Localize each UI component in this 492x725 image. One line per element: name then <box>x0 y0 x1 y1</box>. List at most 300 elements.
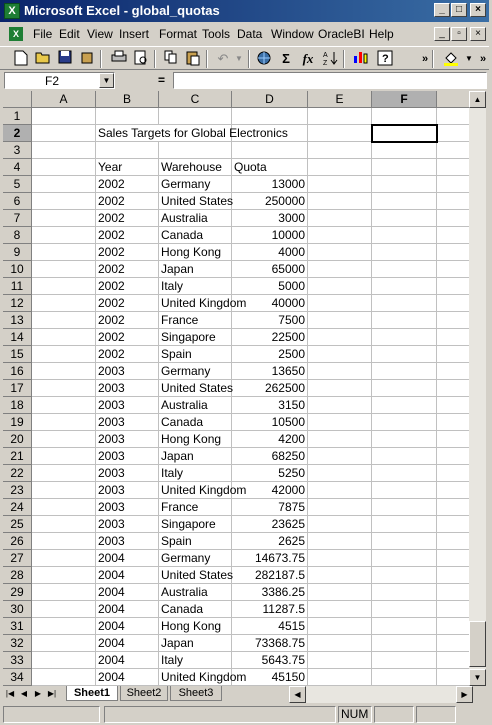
cell[interactable]: 2004 <box>96 635 159 652</box>
name-box[interactable] <box>4 72 115 89</box>
tab-sheet2[interactable]: Sheet2 <box>120 686 168 701</box>
cell[interactable] <box>308 295 372 312</box>
cell[interactable] <box>308 652 372 669</box>
cell[interactable] <box>32 176 96 193</box>
help-icon[interactable] <box>376 50 394 68</box>
cell[interactable] <box>32 346 96 363</box>
cell[interactable] <box>32 533 96 550</box>
undo-dropdown-icon[interactable]: ▼ <box>235 54 243 63</box>
cell[interactable] <box>308 159 372 176</box>
cell[interactable] <box>372 329 437 346</box>
cell[interactable] <box>32 142 96 159</box>
row-header[interactable]: 32 <box>3 635 32 652</box>
cell[interactable] <box>372 635 437 652</box>
cell[interactable] <box>32 601 96 618</box>
toolbar-overflow-icon[interactable]: » <box>421 53 429 65</box>
cell[interactable]: 2004 <box>96 669 159 686</box>
cell[interactable] <box>308 244 372 261</box>
cell[interactable]: 45150 <box>232 669 308 686</box>
cell[interactable]: 13650 <box>232 363 308 380</box>
cell[interactable] <box>372 499 437 516</box>
column-header-e[interactable]: E <box>308 91 372 108</box>
cell[interactable] <box>308 397 372 414</box>
cell[interactable] <box>159 142 232 159</box>
cell[interactable]: 2003 <box>96 448 159 465</box>
cell[interactable]: Japan <box>159 261 232 278</box>
row-header[interactable]: 25 <box>3 516 32 533</box>
doc-minimize-button[interactable]: _ <box>434 27 450 41</box>
column-header-c[interactable]: C <box>159 91 232 108</box>
row-header[interactable]: 8 <box>3 227 32 244</box>
cell[interactable] <box>308 431 372 448</box>
cell[interactable] <box>32 652 96 669</box>
cell[interactable]: Japan <box>159 635 232 652</box>
cell[interactable]: 2003 <box>96 397 159 414</box>
cell[interactable]: 4000 <box>232 244 308 261</box>
row-header[interactable]: 11 <box>3 278 32 295</box>
cell[interactable]: Canada <box>159 414 232 431</box>
cell[interactable] <box>308 363 372 380</box>
cell[interactable]: Japan <box>159 448 232 465</box>
cell[interactable]: Spain <box>159 346 232 363</box>
next-sheet-icon[interactable]: ▶ <box>34 689 42 698</box>
cell[interactable] <box>372 414 437 431</box>
cell[interactable]: Quota <box>232 159 308 176</box>
cell[interactable]: 65000 <box>232 261 308 278</box>
menu-help[interactable]: Help <box>369 27 394 41</box>
copy-icon[interactable] <box>162 50 180 68</box>
horizontal-scrollbar[interactable] <box>289 686 473 703</box>
cell[interactable] <box>32 193 96 210</box>
cell[interactable] <box>372 244 437 261</box>
cell[interactable]: United States <box>161 194 234 208</box>
maximize-button[interactable]: □ <box>451 3 467 17</box>
cell[interactable] <box>308 193 372 210</box>
cell[interactable]: 3000 <box>232 210 308 227</box>
autosum-icon[interactable]: Σ <box>282 51 290 66</box>
document-icon[interactable]: X <box>9 27 23 41</box>
cell[interactable] <box>308 482 372 499</box>
cell[interactable]: 2003 <box>96 414 159 431</box>
cell[interactable] <box>32 210 96 227</box>
cell[interactable]: 2003 <box>96 516 159 533</box>
cell[interactable]: 2003 <box>96 499 159 516</box>
cell[interactable]: Australia <box>159 397 232 414</box>
cell[interactable] <box>32 244 96 261</box>
cell[interactable] <box>32 635 96 652</box>
cell[interactable]: 2002 <box>96 193 159 210</box>
worksheet-grid[interactable] <box>3 91 469 686</box>
chart-icon[interactable] <box>352 50 370 68</box>
row-header[interactable]: 19 <box>3 414 32 431</box>
cell[interactable]: 2500 <box>232 346 308 363</box>
fill-color-icon[interactable] <box>442 50 460 68</box>
cell[interactable] <box>372 601 437 618</box>
cell[interactable]: 2003 <box>96 363 159 380</box>
cell[interactable] <box>372 550 437 567</box>
cell[interactable] <box>308 210 372 227</box>
active-cell-border[interactable] <box>371 124 438 143</box>
cell[interactable] <box>372 312 437 329</box>
cell[interactable] <box>32 618 96 635</box>
row-header[interactable]: 31 <box>3 618 32 635</box>
cell[interactable]: 2004 <box>96 567 159 584</box>
cell[interactable] <box>32 448 96 465</box>
cell[interactable] <box>96 142 159 159</box>
cell[interactable]: France <box>159 312 232 329</box>
cell[interactable] <box>32 414 96 431</box>
print-preview-icon[interactable] <box>132 50 150 68</box>
cell[interactable]: 2004 <box>96 618 159 635</box>
cell[interactable] <box>308 618 372 635</box>
cell[interactable] <box>32 669 96 686</box>
cell[interactable]: 23625 <box>232 516 308 533</box>
cell[interactable] <box>372 159 437 176</box>
cell[interactable]: 68250 <box>232 448 308 465</box>
row-header[interactable]: 22 <box>3 465 32 482</box>
cell[interactable] <box>96 108 159 125</box>
cell[interactable] <box>372 261 437 278</box>
cell[interactable] <box>372 278 437 295</box>
cell[interactable]: 2002 <box>96 227 159 244</box>
cell[interactable]: France <box>159 499 232 516</box>
menu-view[interactable]: View <box>87 27 113 41</box>
close-button[interactable]: × <box>470 3 486 17</box>
column-header-f[interactable]: F <box>372 91 437 108</box>
doc-restore-button[interactable]: ▫ <box>451 27 467 41</box>
cell[interactable]: 2004 <box>96 601 159 618</box>
cell[interactable] <box>372 227 437 244</box>
row-header[interactable]: 5 <box>3 176 32 193</box>
cell[interactable] <box>372 193 437 210</box>
cell[interactable] <box>372 567 437 584</box>
cell[interactable]: Australia <box>159 584 232 601</box>
cell[interactable] <box>32 584 96 601</box>
cell[interactable] <box>372 108 437 125</box>
row-header[interactable]: 33 <box>3 652 32 669</box>
cell[interactable] <box>32 295 96 312</box>
row-header[interactable]: 18 <box>3 397 32 414</box>
cell[interactable]: 5250 <box>232 465 308 482</box>
sheet-title-cell[interactable]: Sales Targets for Global Electronics <box>98 126 288 140</box>
cell[interactable] <box>308 142 372 159</box>
cell[interactable]: 5643.75 <box>232 652 308 669</box>
cell[interactable]: 3386.25 <box>232 584 308 601</box>
row-header[interactable]: 23 <box>3 482 32 499</box>
cell[interactable] <box>32 363 96 380</box>
tab-sheet3[interactable]: Sheet3 <box>170 686 222 701</box>
paste-icon[interactable] <box>184 50 202 68</box>
excel-icon[interactable]: X <box>4 3 20 19</box>
formula-input[interactable] <box>173 72 487 89</box>
cell[interactable]: 250000 <box>232 193 308 210</box>
cell[interactable] <box>372 465 437 482</box>
scroll-up-button[interactable]: ▲ <box>469 91 486 108</box>
cell[interactable] <box>308 329 372 346</box>
function-icon[interactable]: fx <box>302 51 314 66</box>
cell[interactable] <box>308 550 372 567</box>
cell[interactable] <box>372 652 437 669</box>
cell[interactable]: Italy <box>159 465 232 482</box>
cell[interactable]: 2002 <box>96 244 159 261</box>
cell[interactable]: Hong Kong <box>159 618 232 635</box>
row-header[interactable]: 9 <box>3 244 32 261</box>
cell[interactable] <box>32 397 96 414</box>
cell[interactable] <box>308 261 372 278</box>
cell[interactable]: 2004 <box>96 652 159 669</box>
cell[interactable]: 2002 <box>96 329 159 346</box>
cell[interactable]: 2003 <box>96 533 159 550</box>
select-all-corner[interactable] <box>3 91 32 108</box>
cell[interactable]: United Kingdom <box>161 296 247 310</box>
cell[interactable] <box>159 108 232 125</box>
scroll-left-button[interactable]: ◀ <box>289 686 306 703</box>
cell[interactable]: Australia <box>159 210 232 227</box>
cell[interactable]: 10500 <box>232 414 308 431</box>
cell[interactable] <box>372 448 437 465</box>
row-header[interactable]: 17 <box>3 380 32 397</box>
cell[interactable] <box>308 567 372 584</box>
row-header[interactable]: 15 <box>3 346 32 363</box>
cell[interactable] <box>372 363 437 380</box>
cell[interactable] <box>308 533 372 550</box>
cell[interactable]: 2003 <box>96 465 159 482</box>
cell[interactable]: Warehouse <box>159 159 232 176</box>
cell[interactable] <box>32 567 96 584</box>
cell[interactable]: Italy <box>159 278 232 295</box>
row-header[interactable]: 29 <box>3 584 32 601</box>
cell[interactable]: Germany <box>159 550 232 567</box>
cell[interactable] <box>372 584 437 601</box>
row-header[interactable]: 1 <box>3 108 32 125</box>
print-icon[interactable] <box>110 50 128 68</box>
open-icon[interactable] <box>34 50 52 68</box>
cell[interactable] <box>232 108 308 125</box>
cell[interactable]: 2002 <box>96 261 159 278</box>
cell[interactable]: 2002 <box>96 346 159 363</box>
cell[interactable] <box>32 261 96 278</box>
new-icon[interactable] <box>12 50 30 68</box>
menu-data[interactable]: Data <box>237 27 263 41</box>
cell[interactable]: 2002 <box>96 312 159 329</box>
tab-sheet1[interactable]: Sheet1 <box>66 686 118 701</box>
cell[interactable] <box>32 380 96 397</box>
cell[interactable]: Year <box>96 159 159 176</box>
cell[interactable]: 13000 <box>232 176 308 193</box>
cell[interactable] <box>372 142 437 159</box>
cell[interactable] <box>32 465 96 482</box>
cell[interactable]: United States <box>161 568 234 582</box>
vertical-scroll-thumb[interactable] <box>469 621 486 667</box>
column-header-b[interactable]: B <box>96 91 159 108</box>
cell[interactable]: Hong Kong <box>159 431 232 448</box>
cell[interactable] <box>308 584 372 601</box>
cell[interactable]: United Kingdom <box>161 670 247 684</box>
cell[interactable]: 262500 <box>232 380 308 397</box>
cell[interactable] <box>32 312 96 329</box>
cell[interactable] <box>308 346 372 363</box>
row-header[interactable]: 16 <box>3 363 32 380</box>
cell[interactable] <box>308 516 372 533</box>
cell[interactable]: 4200 <box>232 431 308 448</box>
cell[interactable]: 2002 <box>96 278 159 295</box>
cell[interactable] <box>372 533 437 550</box>
cell[interactable] <box>372 176 437 193</box>
cell[interactable] <box>372 431 437 448</box>
cell[interactable]: 7875 <box>232 499 308 516</box>
cell[interactable] <box>372 669 437 686</box>
permission-icon[interactable] <box>78 50 96 68</box>
undo-icon[interactable]: ↶ <box>217 51 229 66</box>
menu-tools[interactable]: Tools <box>202 27 231 41</box>
cell[interactable]: Italy <box>159 652 232 669</box>
cell[interactable]: 73368.75 <box>232 635 308 652</box>
cell[interactable] <box>308 669 372 686</box>
sort-icon[interactable] <box>321 50 339 68</box>
menu-edit[interactable]: Edit <box>59 27 80 41</box>
row-header[interactable]: 21 <box>3 448 32 465</box>
cell[interactable] <box>308 278 372 295</box>
cell[interactable] <box>308 312 372 329</box>
cell[interactable]: Canada <box>159 227 232 244</box>
cell[interactable]: 3150 <box>232 397 308 414</box>
row-header[interactable]: 14 <box>3 329 32 346</box>
cell[interactable] <box>372 346 437 363</box>
cell[interactable]: 282187.5 <box>232 567 308 584</box>
row-header[interactable]: 28 <box>3 567 32 584</box>
cell[interactable] <box>372 380 437 397</box>
menu-insert[interactable]: Insert <box>119 27 150 41</box>
cell[interactable] <box>372 516 437 533</box>
cell[interactable] <box>308 414 372 431</box>
cell[interactable]: 22500 <box>232 329 308 346</box>
cell[interactable]: Germany <box>159 176 232 193</box>
cell[interactable]: 2002 <box>96 210 159 227</box>
scroll-right-button[interactable]: ▶ <box>456 686 473 703</box>
row-header[interactable]: 30 <box>3 601 32 618</box>
cell[interactable]: 2002 <box>96 295 159 312</box>
cell[interactable]: 2003 <box>96 482 159 499</box>
cell[interactable] <box>32 482 96 499</box>
cell[interactable] <box>308 448 372 465</box>
cell[interactable] <box>32 278 96 295</box>
row-header[interactable]: 34 <box>3 669 32 686</box>
cell[interactable]: 2625 <box>232 533 308 550</box>
scroll-down-button[interactable]: ▼ <box>469 669 486 686</box>
toolbar-overflow-icon-2[interactable]: » <box>479 53 487 65</box>
cell[interactable] <box>32 499 96 516</box>
menu-format[interactable]: Format <box>159 27 198 41</box>
prev-sheet-icon[interactable]: ◀ <box>20 689 28 698</box>
cell[interactable] <box>308 380 372 397</box>
cell[interactable] <box>308 125 372 142</box>
cell[interactable] <box>308 635 372 652</box>
status-panel-2 <box>374 706 414 723</box>
cell[interactable] <box>32 516 96 533</box>
row-header[interactable]: 13 <box>3 312 32 329</box>
first-sheet-icon[interactable]: |◀ <box>5 689 15 698</box>
cell[interactable] <box>32 227 96 244</box>
cell[interactable] <box>372 210 437 227</box>
name-box-dropdown-icon[interactable]: ▼ <box>99 73 114 88</box>
cell[interactable] <box>372 482 437 499</box>
cell[interactable]: United Kingdom <box>161 483 247 497</box>
cell[interactable] <box>308 465 372 482</box>
cell[interactable] <box>32 159 96 176</box>
cell[interactable] <box>308 601 372 618</box>
cell[interactable] <box>32 431 96 448</box>
cell[interactable]: 42000 <box>232 482 308 499</box>
cell[interactable]: 2003 <box>96 431 159 448</box>
cell[interactable] <box>32 125 96 142</box>
cell[interactable] <box>308 108 372 125</box>
doc-close-button[interactable]: × <box>470 27 486 41</box>
column-header-d[interactable]: D <box>232 91 308 108</box>
cell[interactable]: 40000 <box>232 295 308 312</box>
row-header[interactable]: 7 <box>3 210 32 227</box>
cell[interactable] <box>308 227 372 244</box>
column-header-a[interactable]: A <box>32 91 96 108</box>
row-header[interactable]: 4 <box>3 159 32 176</box>
menu-oraclebi[interactable]: OracleBI <box>318 27 365 41</box>
cell[interactable] <box>308 176 372 193</box>
cell[interactable] <box>308 499 372 516</box>
row-header[interactable]: 12 <box>3 295 32 312</box>
cell[interactable]: 11287.5 <box>232 601 308 618</box>
cell[interactable]: Singapore <box>159 329 232 346</box>
cell[interactable]: Singapore <box>159 516 232 533</box>
cell[interactable] <box>372 295 437 312</box>
cell[interactable]: 4515 <box>232 618 308 635</box>
cell[interactable]: 2004 <box>96 584 159 601</box>
last-sheet-icon[interactable]: ▶| <box>47 689 57 698</box>
row-header[interactable]: 26 <box>3 533 32 550</box>
row-header[interactable]: 6 <box>3 193 32 210</box>
hyperlink-icon[interactable] <box>255 50 273 68</box>
cell[interactable]: 7500 <box>232 312 308 329</box>
cell[interactable] <box>372 397 437 414</box>
row-header[interactable]: 10 <box>3 261 32 278</box>
cell[interactable]: 2002 <box>96 176 159 193</box>
row-header[interactable]: 2 <box>3 125 32 142</box>
cell[interactable]: 2004 <box>96 550 159 567</box>
cell[interactable]: 14673.75 <box>232 550 308 567</box>
cell[interactable]: Germany <box>159 363 232 380</box>
row-header[interactable]: 20 <box>3 431 32 448</box>
menu-window[interactable]: Window <box>271 27 314 41</box>
row-header[interactable]: 3 <box>3 142 32 159</box>
vertical-scrollbar[interactable] <box>469 91 486 686</box>
row-header[interactable]: 27 <box>3 550 32 567</box>
menu-file[interactable]: File <box>33 27 53 41</box>
row-header[interactable]: 24 <box>3 499 32 516</box>
cell[interactable]: Spain <box>159 533 232 550</box>
minimize-button[interactable]: _ <box>434 3 450 17</box>
cell[interactable] <box>32 108 96 125</box>
cell[interactable] <box>32 550 96 567</box>
cell[interactable]: 5000 <box>232 278 308 295</box>
cell[interactable] <box>232 142 308 159</box>
cell[interactable]: Canada <box>159 601 232 618</box>
cell[interactable]: 10000 <box>232 227 308 244</box>
cell[interactable]: Hong Kong <box>159 244 232 261</box>
cell[interactable]: 2003 <box>96 380 159 397</box>
cell[interactable] <box>32 329 96 346</box>
cell[interactable]: United States <box>161 381 234 395</box>
fill-color-dropdown-icon[interactable]: ▼ <box>465 54 473 63</box>
cell[interactable] <box>372 618 437 635</box>
save-icon[interactable] <box>56 50 74 68</box>
